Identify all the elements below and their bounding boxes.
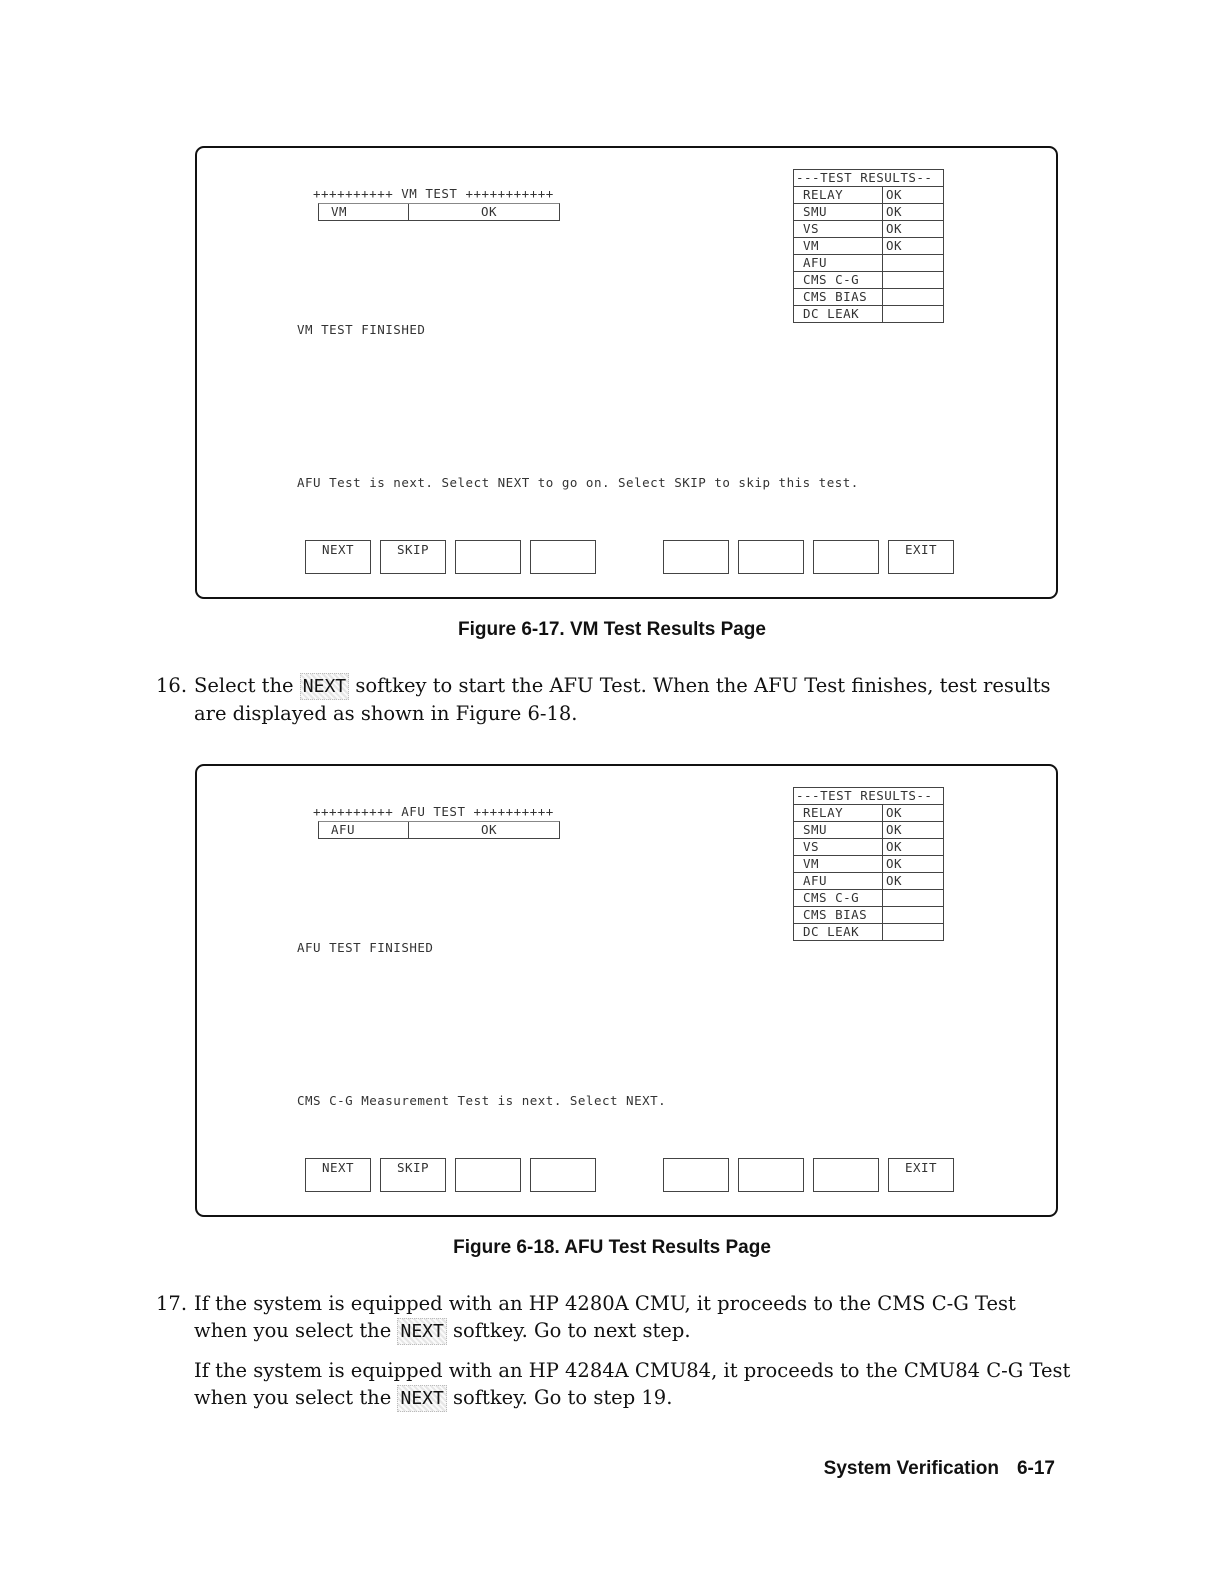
test-name: AFU bbox=[331, 822, 356, 837]
column-divider bbox=[882, 204, 883, 220]
result-row bbox=[794, 255, 943, 272]
result-row bbox=[794, 306, 943, 323]
result-row bbox=[794, 805, 943, 822]
result-name: VS bbox=[803, 839, 820, 854]
vm-test-results-screen bbox=[195, 146, 1058, 599]
softkey-5[interactable] bbox=[663, 540, 729, 574]
text: Select the bbox=[194, 674, 294, 697]
softkey-6[interactable] bbox=[738, 540, 804, 574]
softkey-3[interactable] bbox=[455, 540, 521, 574]
softkey-exit[interactable]: EXIT bbox=[888, 1158, 954, 1192]
result-name: CMS C-G bbox=[803, 890, 860, 905]
column-divider bbox=[408, 822, 409, 838]
result-row bbox=[794, 873, 943, 890]
finished-message: VM TEST FINISHED bbox=[297, 322, 426, 337]
step-number: 17. bbox=[156, 1292, 188, 1315]
result-name: DC LEAK bbox=[803, 924, 860, 939]
text: softkey. Go to step 19. bbox=[453, 1386, 673, 1409]
result-value: OK bbox=[886, 873, 903, 888]
result-name: AFU bbox=[803, 873, 828, 888]
result-row bbox=[794, 221, 943, 238]
column-divider bbox=[882, 255, 883, 271]
result-row bbox=[794, 822, 943, 839]
result-name: CMS BIAS bbox=[803, 289, 868, 304]
test-status-row bbox=[318, 203, 560, 221]
result-value: OK bbox=[886, 856, 903, 871]
result-name: VS bbox=[803, 221, 820, 236]
test-header: ++++++++++ VM TEST +++++++++++ bbox=[313, 186, 554, 201]
result-name: SMU bbox=[803, 204, 828, 219]
figure-caption: Figure 6-17. VM Test Results Page bbox=[458, 619, 766, 640]
text: If the system is equipped with an HP 4280A CMU, it proceeds to the CMS C-G Test bbox=[194, 1292, 1016, 1315]
column-divider bbox=[408, 204, 409, 220]
result-value: OK bbox=[886, 805, 903, 820]
result-row bbox=[794, 238, 943, 255]
results-header: ---TEST RESULTS-- bbox=[794, 787, 943, 805]
next-softkey-label: NEXT bbox=[397, 1318, 446, 1345]
softkey-4[interactable] bbox=[530, 1158, 596, 1192]
column-divider bbox=[882, 907, 883, 923]
softkey-7[interactable] bbox=[813, 1158, 879, 1192]
next-softkey-label: NEXT bbox=[397, 1385, 446, 1412]
step-paragraph bbox=[194, 1290, 1074, 1345]
text: when you select the bbox=[194, 1386, 392, 1409]
result-row bbox=[794, 204, 943, 221]
figure-caption: Figure 6-18. AFU Test Results Page bbox=[453, 1237, 771, 1258]
softkey-next[interactable]: NEXT bbox=[305, 540, 371, 574]
test-results-table bbox=[793, 787, 944, 941]
result-name: CMS BIAS bbox=[803, 907, 868, 922]
afu-test-results-screen bbox=[195, 764, 1058, 1217]
page-footer bbox=[700, 1458, 1055, 1480]
result-name: VM bbox=[803, 856, 820, 871]
column-divider bbox=[882, 289, 883, 305]
test-value: OK bbox=[481, 822, 498, 837]
result-value: OK bbox=[886, 187, 903, 202]
text: are displayed as shown in Figure 6-18. bbox=[194, 702, 578, 725]
page-number: 6-17 bbox=[1016, 1458, 1055, 1479]
softkey-3[interactable] bbox=[455, 1158, 521, 1192]
column-divider bbox=[882, 187, 883, 203]
section-title: System Verification bbox=[823, 1458, 999, 1479]
step-paragraph bbox=[194, 672, 1074, 727]
result-name: RELAY bbox=[803, 805, 844, 820]
column-divider bbox=[882, 873, 883, 889]
step-paragraph bbox=[194, 1357, 1074, 1412]
result-name: RELAY bbox=[803, 187, 844, 202]
text: when you select the bbox=[194, 1319, 392, 1342]
column-divider bbox=[882, 924, 883, 940]
result-name: SMU bbox=[803, 822, 828, 837]
result-row bbox=[794, 890, 943, 907]
softkey-6[interactable] bbox=[738, 1158, 804, 1192]
softkey-bar bbox=[305, 1158, 960, 1193]
finished-message: AFU TEST FINISHED bbox=[297, 940, 434, 955]
softkey-5[interactable] bbox=[663, 1158, 729, 1192]
column-divider bbox=[882, 856, 883, 872]
result-row bbox=[794, 924, 943, 941]
column-divider bbox=[882, 805, 883, 821]
column-divider bbox=[882, 272, 883, 288]
softkey-skip[interactable]: SKIP bbox=[380, 540, 446, 574]
result-row bbox=[794, 907, 943, 924]
column-divider bbox=[882, 839, 883, 855]
result-name: CMS C-G bbox=[803, 272, 860, 287]
column-divider bbox=[882, 221, 883, 237]
result-name: VM bbox=[803, 238, 820, 253]
test-value: OK bbox=[481, 204, 498, 219]
column-divider bbox=[882, 822, 883, 838]
result-row bbox=[794, 187, 943, 204]
test-header: ++++++++++ AFU TEST ++++++++++ bbox=[313, 804, 554, 819]
test-name: VM bbox=[331, 204, 348, 219]
result-value: OK bbox=[886, 238, 903, 253]
text: softkey. Go to next step. bbox=[453, 1319, 691, 1342]
softkey-7[interactable] bbox=[813, 540, 879, 574]
results-header: ---TEST RESULTS-- bbox=[794, 169, 943, 187]
result-name: AFU bbox=[803, 255, 828, 270]
step-number: 16. bbox=[156, 674, 188, 697]
softkey-4[interactable] bbox=[530, 540, 596, 574]
softkey-exit[interactable]: EXIT bbox=[888, 540, 954, 574]
result-value: OK bbox=[886, 822, 903, 837]
softkey-next[interactable]: NEXT bbox=[305, 1158, 371, 1192]
result-row bbox=[794, 272, 943, 289]
softkey-bar bbox=[305, 540, 960, 575]
column-divider bbox=[882, 890, 883, 906]
result-value: OK bbox=[886, 839, 903, 854]
text: softkey to start the AFU Test. When the AFU Test finishes, test results bbox=[355, 674, 1051, 697]
result-row bbox=[794, 289, 943, 306]
result-row bbox=[794, 856, 943, 873]
next-softkey-label: NEXT bbox=[300, 673, 349, 700]
test-status-row bbox=[318, 821, 560, 839]
result-name: DC LEAK bbox=[803, 306, 860, 321]
softkey-skip[interactable]: SKIP bbox=[380, 1158, 446, 1192]
prompt-message: CMS C-G Measurement Test is next. Select NEXT. bbox=[297, 1093, 667, 1108]
text: If the system is equipped with an HP 4284A CMU84, it proceeds to the CMU84 C-G Test bbox=[194, 1359, 1071, 1382]
result-value: OK bbox=[886, 221, 903, 236]
result-value: OK bbox=[886, 204, 903, 219]
result-row bbox=[794, 839, 943, 856]
prompt-message: AFU Test is next. Select NEXT to go on. Select SKIP to skip this test. bbox=[297, 475, 859, 490]
test-results-table bbox=[793, 169, 944, 323]
column-divider bbox=[882, 238, 883, 254]
column-divider bbox=[882, 306, 883, 322]
